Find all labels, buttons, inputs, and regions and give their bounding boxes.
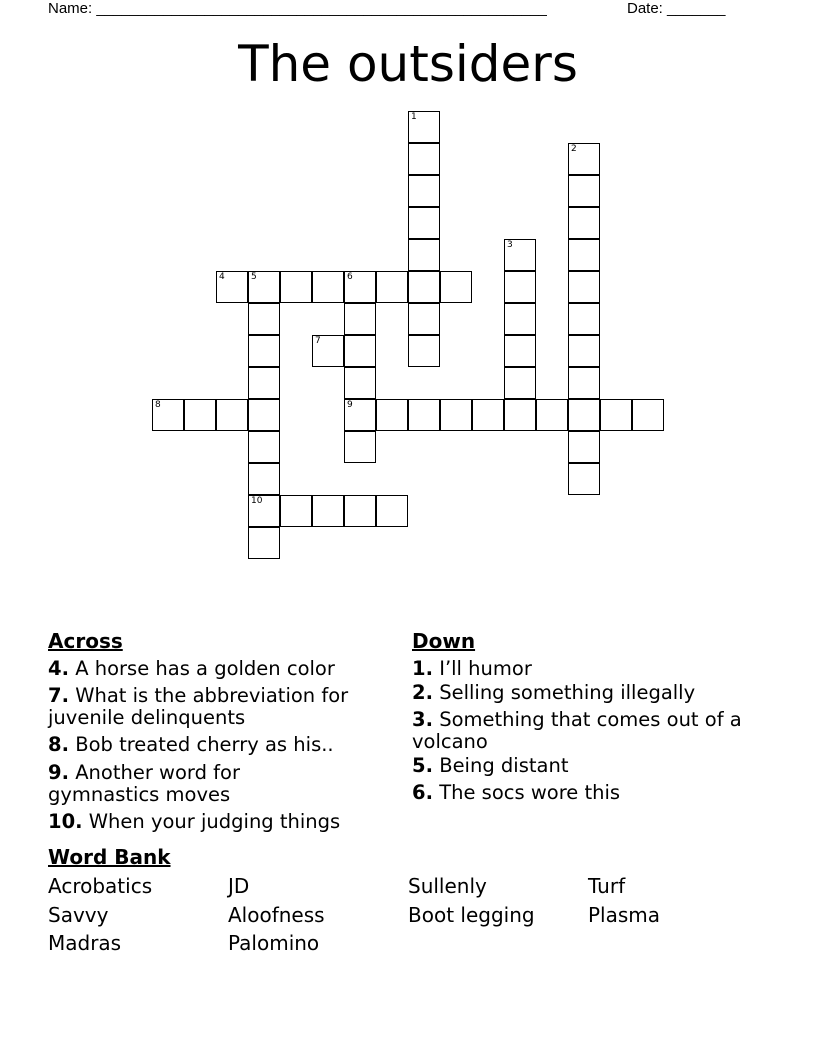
word-bank-item: Palomino: [228, 931, 320, 955]
word-bank-item: Acrobatics: [48, 874, 153, 898]
crossword-cell[interactable]: [248, 335, 280, 367]
crossword-cell[interactable]: [504, 303, 536, 335]
crossword-cell[interactable]: [504, 399, 536, 431]
crossword-cell[interactable]: [376, 399, 408, 431]
crossword-cell[interactable]: [344, 367, 376, 399]
crossword-cell[interactable]: [184, 399, 216, 431]
cell-number: 2: [571, 144, 577, 154]
word-bank-item: Madras: [48, 931, 122, 955]
page-title: The outsiders: [238, 35, 578, 93]
crossword-cell[interactable]: [568, 335, 600, 367]
clue-across-9: 9. Another word for gymnastics moves: [48, 761, 240, 806]
word-bank-item: Boot legging: [408, 903, 535, 927]
crossword-cell[interactable]: [536, 399, 568, 431]
crossword-cell[interactable]: [600, 399, 632, 431]
crossword-cell[interactable]: [504, 271, 536, 303]
clue-across-10: 10. When your judging things: [48, 810, 341, 833]
clue-down-6: 6. The socs wore this: [412, 781, 621, 804]
crossword-cell[interactable]: [408, 175, 440, 207]
across-heading: Across: [48, 629, 123, 653]
crossword-cell[interactable]: [216, 399, 248, 431]
crossword-cell[interactable]: [504, 239, 536, 271]
word-bank-heading: Word Bank: [48, 845, 171, 869]
crossword-cell[interactable]: [216, 271, 248, 303]
word-bank-item: Aloofness: [228, 903, 325, 927]
crossword-cell[interactable]: [440, 399, 472, 431]
crossword-cell[interactable]: [568, 207, 600, 239]
crossword-cell[interactable]: [408, 111, 440, 143]
crossword-cell[interactable]: [248, 399, 280, 431]
crossword-cell[interactable]: [408, 303, 440, 335]
crossword-cell[interactable]: [312, 495, 344, 527]
crossword-cell[interactable]: [312, 271, 344, 303]
crossword-cell[interactable]: [568, 271, 600, 303]
cell-number: 10: [251, 496, 263, 506]
crossword-cell[interactable]: [248, 367, 280, 399]
crossword-cell[interactable]: [568, 463, 600, 495]
cell-number: 5: [251, 272, 257, 282]
crossword-cell[interactable]: [248, 271, 280, 303]
clue-down-3: 3. Something that comes out of a volcano: [412, 708, 742, 753]
crossword-cell[interactable]: [408, 399, 440, 431]
crossword-cell[interactable]: [408, 271, 440, 303]
word-bank-item: Plasma: [588, 903, 661, 927]
clue-across-8: 8. Bob treated cherry as his..: [48, 733, 334, 756]
crossword-cell[interactable]: [632, 399, 664, 431]
crossword-cell[interactable]: [408, 335, 440, 367]
crossword-cell[interactable]: [344, 495, 376, 527]
clue-down-1: 1. I’ll humor: [412, 657, 532, 680]
clue-down-5: 5. Being distant: [412, 754, 569, 777]
crossword-cell[interactable]: [312, 335, 344, 367]
crossword-cell[interactable]: [376, 271, 408, 303]
cell-number: 4: [219, 272, 225, 282]
crossword-cell[interactable]: [344, 399, 376, 431]
cell-number: 9: [347, 400, 353, 410]
crossword-cell[interactable]: [248, 303, 280, 335]
crossword-cell[interactable]: [408, 143, 440, 175]
crossword-cell[interactable]: [248, 463, 280, 495]
crossword-cell[interactable]: [280, 271, 312, 303]
crossword-cell[interactable]: [568, 303, 600, 335]
cell-number: 3: [507, 240, 513, 250]
crossword-cell[interactable]: [248, 527, 280, 559]
crossword-cell[interactable]: [344, 335, 376, 367]
crossword-cell[interactable]: [568, 431, 600, 463]
crossword-cell[interactable]: [248, 431, 280, 463]
crossword-cell[interactable]: [504, 367, 536, 399]
crossword-cell[interactable]: [344, 431, 376, 463]
word-bank-item: Sullenly: [408, 874, 487, 898]
clue-across-7: 7. What is the abbreviation for juvenile delinquents: [48, 684, 349, 729]
clue-across-4: 4. A horse has a golden color: [48, 657, 335, 680]
crossword-cell[interactable]: [568, 399, 600, 431]
crossword-cell[interactable]: [280, 495, 312, 527]
crossword-cell[interactable]: [568, 239, 600, 271]
down-heading: Down: [412, 629, 476, 653]
crossword-cell[interactable]: [376, 495, 408, 527]
crossword-cell[interactable]: [408, 239, 440, 271]
name-field[interactable]: Name: ______________________________________________________: [48, 0, 547, 17]
word-bank-item: Turf: [588, 874, 626, 898]
cell-number: 6: [347, 272, 353, 282]
crossword-cell[interactable]: [568, 367, 600, 399]
crossword-cell[interactable]: [504, 335, 536, 367]
crossword-cell[interactable]: [248, 495, 280, 527]
crossword-cell[interactable]: [440, 271, 472, 303]
cell-number: 8: [155, 400, 161, 410]
crossword-cell[interactable]: [344, 271, 376, 303]
word-bank-item: Savvy: [48, 903, 109, 927]
crossword-cell[interactable]: [152, 399, 184, 431]
crossword-cell[interactable]: [408, 207, 440, 239]
crossword-cell[interactable]: [472, 399, 504, 431]
crossword-cell[interactable]: [344, 303, 376, 335]
clue-down-2: 2. Selling something illegally: [412, 681, 696, 704]
cell-number: 1: [411, 112, 417, 122]
cell-number: 7: [315, 336, 321, 346]
crossword-cell[interactable]: [568, 175, 600, 207]
word-bank-item: JD: [228, 874, 250, 898]
crossword-cell[interactable]: [568, 143, 600, 175]
date-field[interactable]: Date: _______: [627, 0, 726, 17]
